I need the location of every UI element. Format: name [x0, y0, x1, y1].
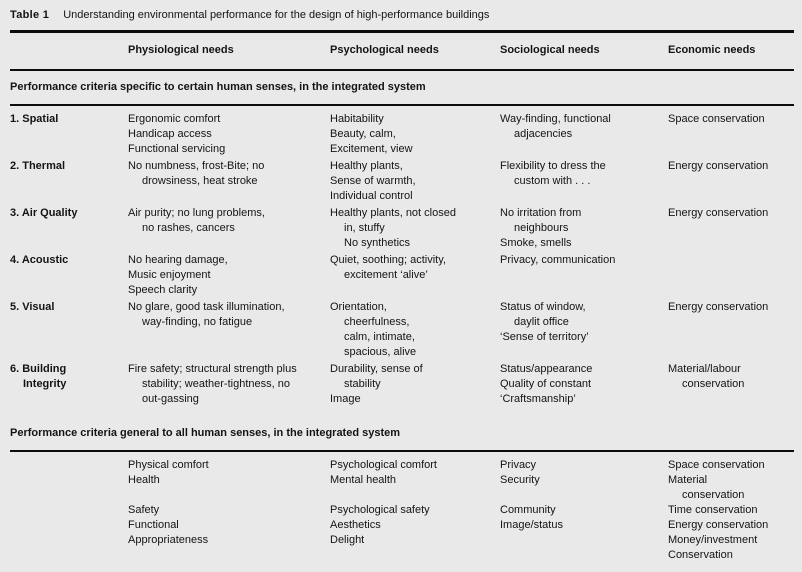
cell-line-economic: Conservation — [668, 549, 733, 561]
cell-psychological — [330, 253, 500, 298]
cell-line-physiological: Safety — [128, 504, 160, 516]
cell-physiological — [128, 300, 330, 360]
cell-sociological — [500, 112, 668, 157]
table-row — [10, 206, 794, 251]
cell-line-physiological: Appropriateness — [128, 534, 209, 546]
cell-line-physiological — [128, 488, 324, 503]
cell-line-psychological: cheerfulness, — [344, 316, 410, 328]
cell-economic — [668, 159, 794, 204]
cell-line-psychological: Psychological comfort — [330, 459, 437, 471]
cell-line-sociological: Privacy, communication — [500, 254, 616, 266]
cell-line-sociological: Image/status — [500, 519, 563, 531]
cell-economic — [668, 458, 794, 563]
column-header-blank — [10, 43, 128, 58]
cell-line-sociological: Smoke, smells — [500, 237, 572, 249]
section-header-general: Performance criteria general to all human senses, in the integrated system — [10, 427, 401, 439]
cell-line-psychological: Durability, sense of — [330, 363, 423, 375]
cell-line-economic: Energy conservation — [668, 160, 769, 172]
cell-line-psychological: excitement ‘alive’ — [344, 269, 428, 281]
cell-line-economic: Time conservation — [668, 504, 758, 516]
cell-psychological — [330, 362, 500, 407]
cell-line-sociological — [500, 488, 662, 503]
cell-line-sociological: Status/appearance — [500, 363, 593, 375]
row-label-line: 6. Building — [10, 363, 67, 375]
cell-physiological — [128, 253, 330, 298]
cell-sociological — [500, 206, 668, 251]
table-row — [10, 112, 794, 157]
cell-line-economic: Material — [668, 474, 708, 486]
cell-line-physiological: Health — [128, 474, 160, 486]
row-label-line: 2. Thermal — [10, 160, 66, 172]
cell-line-psychological: Habitability — [330, 113, 384, 125]
cell-line-physiological: Air purity; no lung problems, — [128, 207, 265, 219]
cell-economic — [668, 253, 794, 298]
cell-line-physiological: Functional servicing — [128, 143, 226, 155]
cell-psychological — [330, 458, 500, 563]
cell-sociological — [500, 458, 668, 563]
cell-line-physiological: Music enjoyment — [128, 269, 211, 281]
cell-line-psychological: calm, intimate, — [344, 331, 415, 343]
row-label-line: 3. Air Quality — [10, 207, 78, 219]
row-label — [10, 458, 128, 563]
cell-line-physiological: way-finding, no fatigue — [142, 316, 253, 328]
row-label — [10, 362, 128, 407]
row-label-line: 5. Visual — [10, 301, 55, 313]
cell-sociological — [500, 159, 668, 204]
cell-physiological — [128, 159, 330, 204]
cell-line-economic: Energy conservation — [668, 301, 769, 313]
cell-line-sociological: custom with . . . — [514, 175, 591, 187]
cell-economic — [668, 206, 794, 251]
cell-line-sociological: adjacencies — [514, 128, 573, 140]
cell-line-sociological: Way-finding, functional — [500, 113, 611, 125]
cell-economic — [668, 112, 794, 157]
cell-line-psychological: Image — [330, 393, 361, 405]
cell-line-physiological: Fire safety; structural strength plus — [128, 363, 297, 375]
cell-line-psychological: Delight — [330, 534, 365, 546]
cell-line-economic: Energy conservation — [668, 519, 769, 531]
table-row — [10, 458, 794, 563]
table-row — [10, 253, 794, 298]
cell-economic — [668, 362, 794, 407]
cell-line-physiological: Handicap access — [128, 128, 212, 140]
cell-line-psychological: stability — [344, 378, 381, 390]
row-label — [10, 112, 128, 157]
cell-line-psychological: Beauty, calm, — [330, 128, 396, 140]
cell-line-sociological: Security — [500, 474, 540, 486]
cell-line-economic: Space conservation — [668, 113, 765, 125]
cell-sociological — [500, 300, 668, 360]
section-header-specific: Performance criteria specific to certain human senses, in the integrated system — [10, 81, 426, 93]
cell-line-psychological: Individual control — [330, 190, 413, 202]
row-label — [10, 206, 128, 251]
cell-line-economic: conservation — [682, 378, 745, 390]
table-row — [10, 159, 794, 204]
table-row — [10, 300, 794, 360]
cell-line-economic: Energy conservation — [668, 207, 769, 219]
cell-line-sociological: Quality of constant — [500, 378, 592, 390]
cell-line-psychological: Healthy plants, not closed — [330, 207, 456, 219]
cell-line-sociological: neighbours — [514, 222, 569, 234]
column-header-economic: Economic needs — [668, 44, 756, 56]
row-label-line: Integrity — [23, 378, 67, 390]
cell-line-psychological — [330, 488, 494, 503]
table-caption — [10, 8, 794, 23]
cell-line-psychological: Excitement, view — [330, 143, 413, 155]
cell-line-economic: Space conservation — [668, 459, 765, 471]
cell-line-psychological: Quiet, soothing; activity, — [330, 254, 446, 266]
cell-physiological — [128, 458, 330, 563]
cell-psychological — [330, 206, 500, 251]
cell-physiological — [128, 112, 330, 157]
cell-line-physiological: stability; weather-tightness, no — [142, 378, 290, 390]
cell-line-economic: Material/labour — [668, 363, 741, 375]
cell-sociological — [500, 362, 668, 407]
cell-line-sociological: Flexibility to dress the — [500, 160, 606, 172]
cell-line-physiological: Physical comfort — [128, 459, 209, 471]
cell-line-psychological: Healthy plants, — [330, 160, 403, 172]
cell-line-sociological: ‘Sense of territory’ — [500, 331, 589, 343]
cell-line-sociological: No irritation from — [500, 207, 582, 219]
section1-body — [10, 106, 794, 413]
cell-line-economic: conservation — [682, 489, 745, 501]
cell-sociological — [500, 253, 668, 298]
column-header-psychological: Psychological needs — [330, 44, 439, 56]
cell-psychological — [330, 112, 500, 157]
table-title: Understanding environmental performance for the design of high-performance buildings — [63, 9, 490, 21]
cell-economic — [668, 300, 794, 360]
cell-line-psychological: spacious, alive — [344, 346, 417, 358]
cell-line-psychological: Mental health — [330, 474, 397, 486]
cell-line-economic: Money/investment — [668, 534, 758, 546]
row-label — [10, 253, 128, 298]
cell-line-physiological: drowsiness, heat stroke — [142, 175, 258, 187]
cell-psychological — [330, 159, 500, 204]
column-header-sociological: Sociological needs — [500, 44, 600, 56]
table-row — [10, 362, 794, 407]
row-label-line: 4. Acoustic — [10, 254, 69, 266]
cell-line-physiological: Speech clarity — [128, 284, 198, 296]
cell-line-physiological: No hearing damage, — [128, 254, 228, 266]
column-header-row — [10, 33, 794, 69]
cell-line-sociological: Privacy — [500, 459, 537, 471]
cell-line-sociological: Status of window, — [500, 301, 586, 313]
column-header-physiological: Physiological needs — [128, 44, 234, 56]
cell-line-psychological: No synthetics — [344, 237, 411, 249]
row-label — [10, 159, 128, 204]
cell-line-physiological: no rashes, cancers — [142, 222, 235, 234]
cell-line-sociological: daylit office — [514, 316, 569, 328]
cell-line-sociological: Community — [500, 504, 556, 516]
cell-line-physiological: No glare, good task illumination, — [128, 301, 285, 313]
row-label-line: 1. Spatial — [10, 113, 59, 125]
cell-psychological — [330, 300, 500, 360]
cell-physiological — [128, 206, 330, 251]
row-label — [10, 300, 128, 360]
cell-line-psychological: Psychological safety — [330, 504, 430, 516]
table-number: Table 1 — [10, 9, 50, 21]
cell-line-physiological: out-gassing — [142, 393, 199, 405]
cell-line-psychological: Sense of warmth, — [330, 175, 416, 187]
cell-line-physiological: No numbness, frost-Bite; no — [128, 160, 265, 172]
cell-line-psychological: in, stuffy — [344, 222, 385, 234]
cell-line-psychological: Aesthetics — [330, 519, 381, 531]
cell-line-psychological: Orientation, — [330, 301, 387, 313]
cell-line-physiological: Functional — [128, 519, 179, 531]
cell-line-sociological: ‘Craftsmanship’ — [500, 393, 576, 405]
cell-physiological — [128, 362, 330, 407]
cell-line-physiological: Ergonomic comfort — [128, 113, 221, 125]
section2-body — [10, 452, 794, 569]
